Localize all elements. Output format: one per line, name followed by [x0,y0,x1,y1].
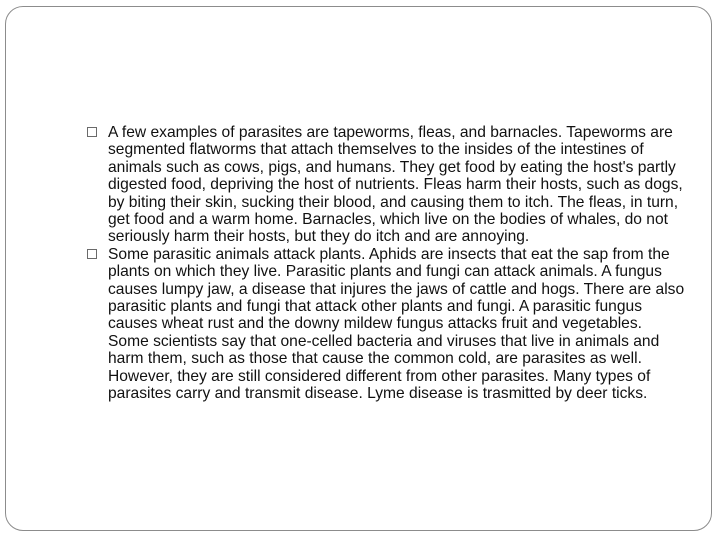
bullet-item [87,246,687,403]
bullet-text: A few examples of parasites are tapeworms, fleas, and barnacles. Tapeworms are segmented flatworms that attach themselves to the insides of the intestines of animals such as cows, pigs, and humans. They get food by eating the host's partly digested food, depriving the host of nutrients. Fleas harm their hosts, such as dogs, by biting their skin, sucking their blood, and causing them to itch. The fleas, in turn, get food and a warm home. Barnacles, which live on the bodies of whales, do not seriously harm their hosts, but they do itch and are annoying. [108,124,683,246]
hollow-square-bullet-icon [87,249,97,259]
bullet-text: Some parasitic animals attack plants. Aphids are insects that eat the sap from the plants on which they live. Parasitic plants and fungi can attack animals. A fungus causes lumpy jaw, a disease that injures the jaws of cattle and hogs. There are also parasitic plants and fungi that attack other plants and fungi. A parasitic fungus causes wheat rust and the downy mildew fungus attacks fruit and vegetables. Some scientists say that one-celled bacteria and viruses that live in animals and harm them, such as those that cause the common cold, are parasites as well. However, they are still considered different from other parasites. Many types of parasites carry and transmit disease. Lyme disease is trasmitted by deer ticks. [108,245,685,403]
bullet-item [87,124,687,246]
slide-frame [5,6,712,531]
hollow-square-bullet-icon [87,127,97,137]
bullet-list [87,124,687,403]
